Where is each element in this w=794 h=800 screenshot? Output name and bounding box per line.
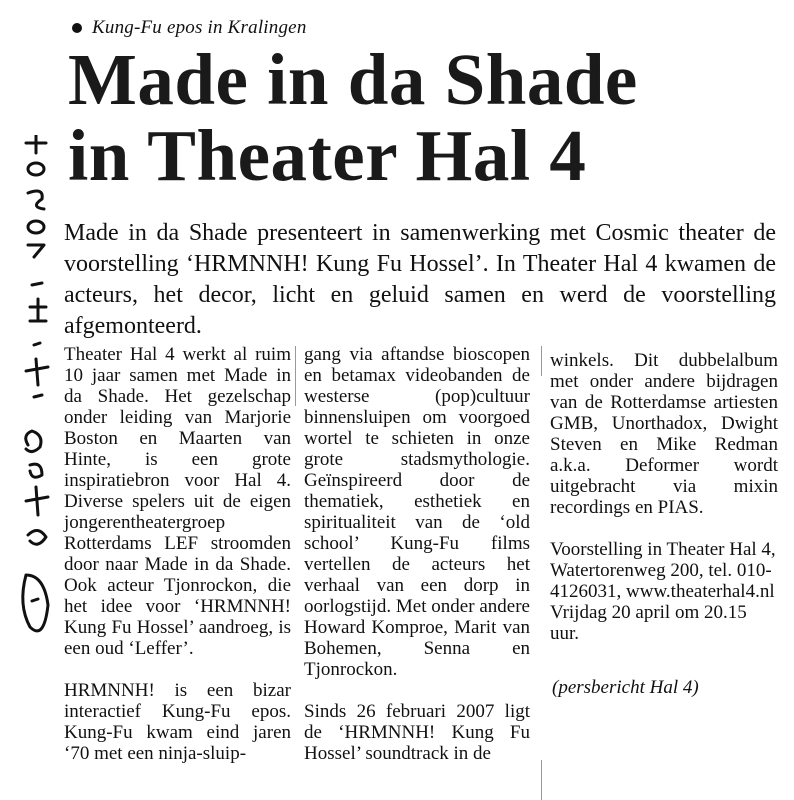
column-3-paragraph-2: Voorstelling in Theater Hal 4, Watertorenweg 200, tel. 010-4126031, www.theaterhal4.nl Vrijdag 20 april om 20.15 uur. (550, 539, 776, 644)
kicker-text: Kung-Fu epos in Kralingen (92, 17, 307, 38)
column-1-paragraph-1: Theater Hal 4 werkt al ruim 10 jaar samen met Made in da Shade. Het gezelschap onder leiding van Marjorie Boston en Maarten van Hinte, is een grote inspiratiebron voor Hal 4. Diverse spelers uit de eigen jongerentheatergroep Rotterdams LEF stroomden door naar Made in da Shade. Ook acteur Tjonrockon, die het idee voor ‘HRMNNH! Kung Fu Hossel’ aandroeg, is een oud ‘Leffer’. (64, 344, 291, 659)
kicker (72, 17, 307, 39)
column-divider-3 (541, 760, 542, 800)
column-1-paragraph-2: HRMNNH! is een bizar interactief Kung-Fu epos. Kung-Fu kwam eind jaren ‘70 met een ninja-sluip- (64, 680, 291, 764)
headline-line-1: Made in da Shade (68, 39, 638, 120)
article-column-2 (304, 344, 530, 764)
article-column-3 (550, 350, 778, 698)
headline-line-2: in Theater Hal 4 (68, 115, 587, 196)
handwritten-date-signature-icon (8, 135, 58, 655)
headline (68, 39, 788, 196)
press-release-credit: (persbericht Hal 4) (552, 677, 699, 698)
column-divider-2 (541, 346, 542, 376)
column-2-paragraph-1: gang via aftandse bioscopen en betamax videobanden de westerse (pop)cultuur binnensluipen om voorgoed wortel te schieten in onze grote stadsmythologie. Geïnspireerd door de thematiek, esthetiek en spiritualiteit van de ‘old school’ Kung-Fu films vertellen de acteurs het verhaal van een dorp in oorlogstijd. Met onder andere Howard Komproe, Marit van Bohemen, Senna en Tjonrockon. (304, 344, 530, 680)
handwritten-margin-note (8, 135, 58, 655)
article-column-1 (64, 344, 291, 764)
column-2-paragraph-2: Sinds 26 februari 2007 ligt de ‘HRMNNH! Kung Fu Hossel’ soundtrack in de (304, 701, 530, 764)
column-divider-1 (295, 346, 296, 406)
column-3-paragraph-1: winkels. Dit dubbelalbum met onder andere bijdragen van de Rotterdamse artiesten GMB, Unorthadox, Dwight Steven en Mike Redman a.k.a. Deformer wordt uitgebracht via mixin recordings en PIAS. (550, 350, 778, 518)
bullet-icon (72, 23, 82, 33)
intro-paragraph: Made in da Shade presenteert in samenwerking met Cosmic theater de voorstelling ‘HRMNNH! Kung Fu Hossel’. In Theater Hal 4 kwamen de acteurs, het decor, licht en geluid samen en werd de voorstelling afgemonteerd. (64, 220, 776, 339)
